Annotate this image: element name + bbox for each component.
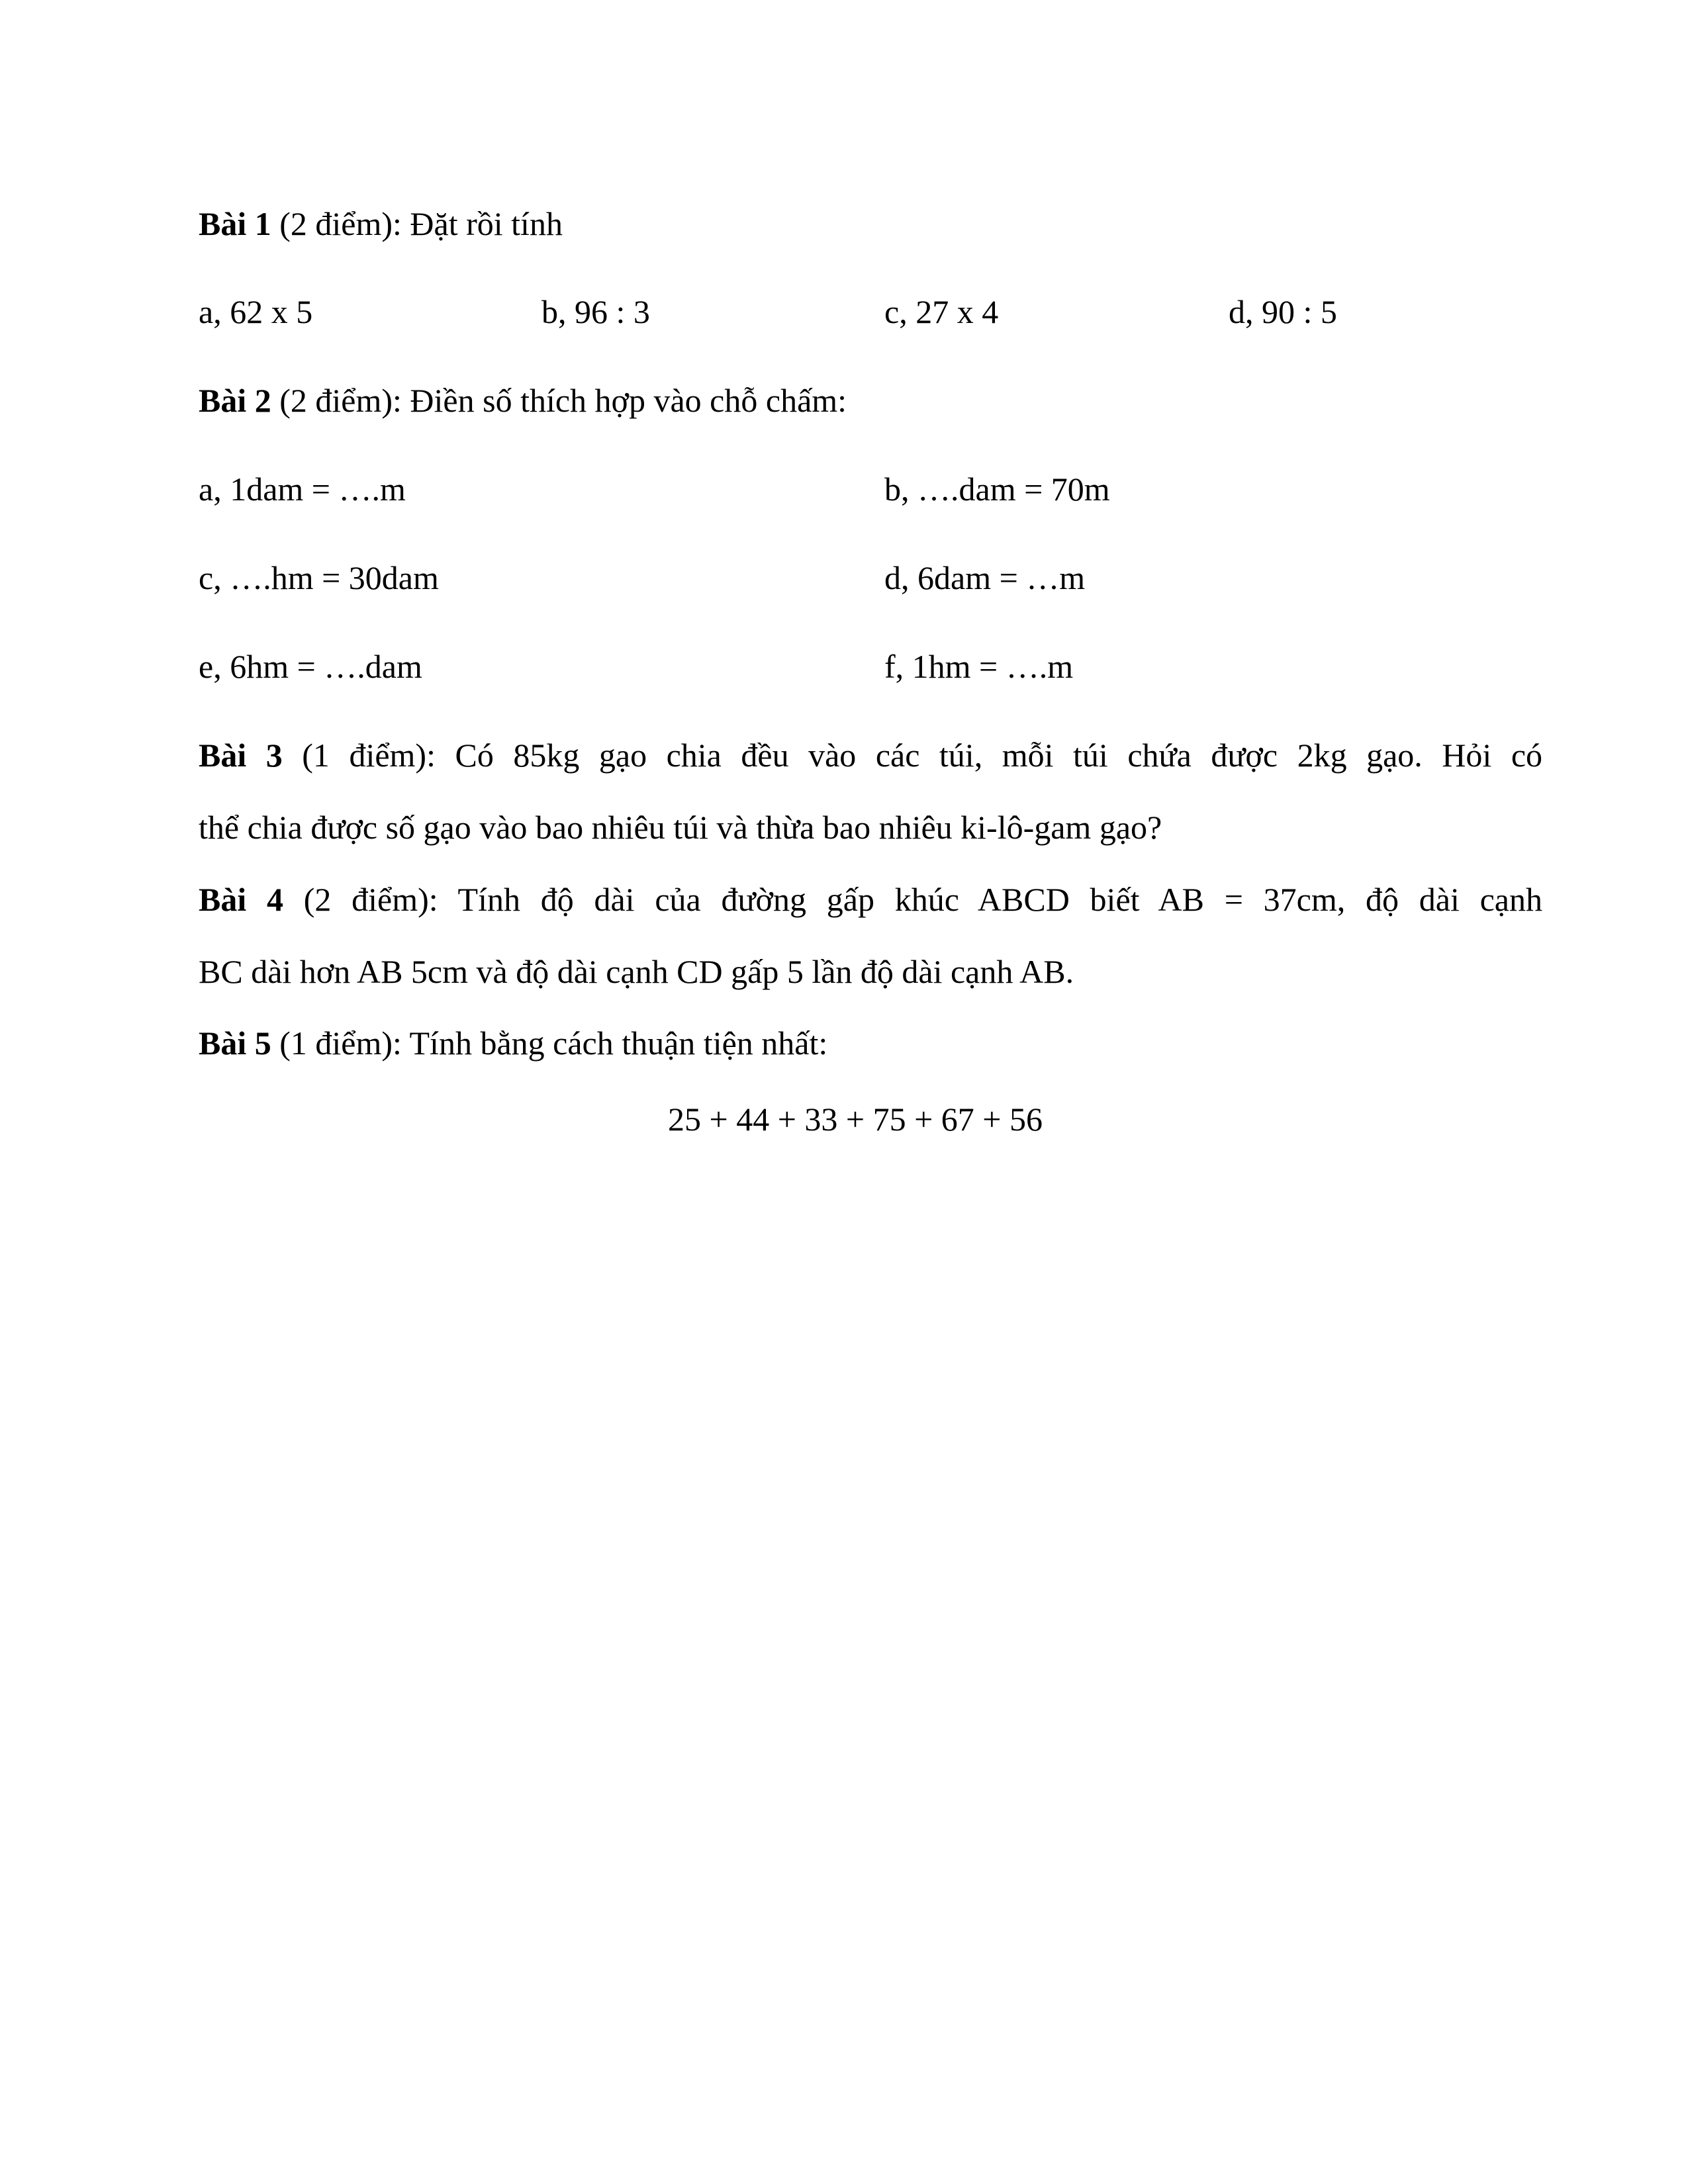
bai3-label: Bài 3 (199, 737, 283, 774)
bai4-text-line1: : Tính độ dài của đường gấp khúc ABCD biết AB = 37cm, độ dài cạnh (428, 881, 1542, 918)
bai4-points: (2 điểm) (283, 881, 429, 918)
bai5-text: : Tính bằng cách thuận tiện nhất: (393, 1024, 828, 1062)
bai1-item-b: b, 96 : 3 (541, 293, 650, 330)
bai4-label: Bài 4 (199, 881, 283, 918)
bai3-line1 (199, 735, 1542, 775)
bai5-points: (1 điểm) (271, 1024, 393, 1062)
bai3-points: (1 điểm) (282, 737, 427, 774)
bai2-item-a: a, 1dam = ….m (199, 471, 406, 508)
bai2-text: : Điền số thích hợp vào chỗ chấm: (393, 382, 847, 419)
bai2-points: (2 điểm) (271, 382, 393, 419)
bai1-points: (2 điểm) (271, 205, 393, 242)
bai2-item-c: c, ….hm = 30dam (199, 559, 439, 596)
bai3-text-line1: : Có 85kg gạo chia đều vào các túi, mỗi túi chứa được 2kg gạo. Hỏi có (426, 737, 1543, 774)
bai5-heading (199, 1023, 827, 1063)
bai1-label: Bài 1 (199, 205, 271, 242)
bai3-line2: thể chia được số gạo vào bao nhiêu túi và thừa bao nhiêu ki-lô-gam gạo? (199, 809, 1162, 846)
bai1-heading (199, 204, 563, 244)
bai5-label: Bài 5 (199, 1024, 271, 1062)
bai1-item-d: d, 90 : 5 (1229, 293, 1337, 330)
bai2-item-b: b, ….dam = 70m (884, 471, 1110, 508)
bai2-heading (199, 381, 847, 420)
bai2-label: Bài 2 (199, 382, 271, 419)
bai2-item-e: e, 6hm = ….dam (199, 648, 422, 685)
bai4-line2: BC dài hơn AB 5cm và độ dài cạnh CD gấp 5 lần độ dài cạnh AB. (199, 953, 1074, 990)
bai4-line1 (199, 880, 1542, 919)
bai1-text: : Đặt rồi tính (393, 205, 563, 242)
bai5-expression: 25 + 44 + 33 + 75 + 67 + 56 (668, 1101, 1043, 1138)
bai2-item-f: f, 1hm = ….m (884, 648, 1074, 685)
bai1-item-c: c, 27 x 4 (884, 293, 999, 330)
bai2-item-d: d, 6dam = …m (884, 559, 1086, 596)
bai1-item-a: a, 62 x 5 (199, 293, 313, 330)
